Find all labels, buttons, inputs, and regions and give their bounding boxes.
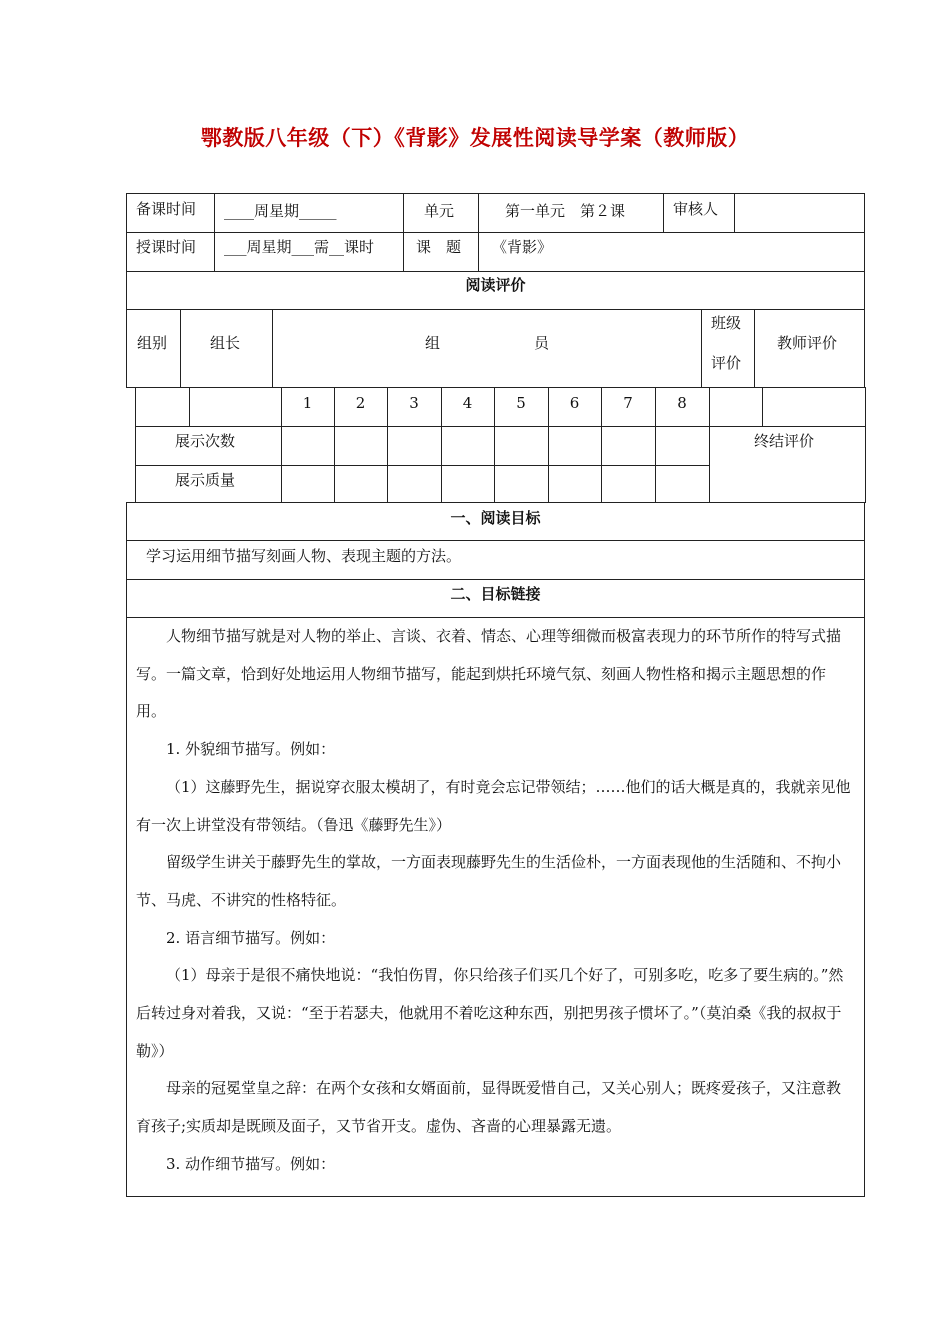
members-label-1: 组 — [425, 334, 441, 352]
show-count-label: 展示次数 — [175, 432, 236, 450]
final-eval-label: 终结评价 — [754, 432, 815, 450]
member-number-1: 1 — [302, 394, 313, 412]
member-number-3: 3 — [409, 394, 419, 412]
member-number-4: 4 — [462, 394, 473, 412]
page-title: 鄂教版八年级（下）《背影》发展性阅读导学案（教师版） — [200, 125, 750, 150]
teacher-eval-label: 教师评价 — [777, 334, 838, 352]
class-eval-line2: 评价 — [711, 354, 742, 372]
paragraph: 1. 外貌细节描写。例如： — [166, 740, 336, 759]
topic-value: 《背影》 — [492, 238, 553, 256]
teach-time-label: 授课时间 — [136, 238, 197, 256]
reviewer-label: 审核人 — [673, 200, 719, 218]
member-number-6: 6 — [569, 394, 580, 412]
section2-content — [136, 618, 854, 1184]
unit-value: 第一单元 第２课 — [505, 202, 626, 220]
eval-section-title: 阅读评价 — [465, 276, 526, 294]
show-quality-label: 展示质量 — [175, 471, 236, 489]
prep-time-label: 备课时间 — [136, 200, 197, 218]
section1-text: 学习运用细节描写刻画人物、表现主题的方法。 — [146, 547, 462, 565]
unit-label: 单元 — [424, 202, 455, 220]
section2-heading: 二、目标链接 — [450, 585, 541, 603]
paragraph: 3. 动作细节描写。例如： — [166, 1154, 336, 1173]
member-number-2: 2 — [355, 394, 366, 412]
prep-time-value: ____周星期_____ — [224, 202, 337, 220]
class-eval-line1: 班级 — [711, 314, 742, 332]
paragraph: 2. 语言细节描写。例如： — [166, 928, 336, 947]
paragraph: 留级学生讲关于藤野先生的掌故，一方面表现藤野先生的生活俭朴，一方面表现他的生活随和、不拘小节、马虎、不讲究的性格特征。 — [136, 853, 842, 909]
paragraph: 母亲的冠冕堂皇之辞：在两个女孩和女婿面前，显得既爱惜自己，又关心别人；既疼爱孩子，又注意教育孩子;实质却是既顾及面子，又节省开支。虚伪、吝啬的心理暴露无遗。 — [136, 1079, 842, 1136]
member-number-8: 8 — [677, 394, 687, 412]
paragraph: 人物细节描写就是对人物的举止、言谈、衣着、情态、心理等细微而极富表现力的环节所作的特写式描写。一篇文章，恰到好处地运用人物细节描写，能起到烘托环境气氛、刻画人物性格和揭示主题思想的作用。 — [136, 627, 842, 721]
member-number-5: 5 — [516, 394, 526, 412]
members-label-2: 员 — [534, 334, 550, 352]
leader-label: 组长 — [210, 334, 241, 352]
topic-label: 课 题 — [416, 238, 462, 256]
paragraph: （1）母亲于是很不痛快地说：“我怕伤胃，你只给孩子们买几个好了，可别多吃，吃多了要生病的。”然后转过身对着我，又说：“至于若瑟夫，他就用不着吃这种东西，别把男孩子惯坏了。”（莫泊桑《我的叔叔于勒》） — [136, 966, 844, 1060]
group-label: 组别 — [137, 334, 168, 352]
paragraph: （1）这藤野先生，据说穿衣服太模胡了，有时竟会忘记带领结；……他们的话大概是真的，我就亲见他有一次上讲堂没有带领结。（鲁迅《藤野先生》） — [136, 777, 851, 834]
member-number-7: 7 — [623, 394, 633, 412]
section1-heading: 一、阅读目标 — [450, 509, 541, 527]
teach-time-value: ___周星期___需__课时 — [224, 238, 375, 256]
